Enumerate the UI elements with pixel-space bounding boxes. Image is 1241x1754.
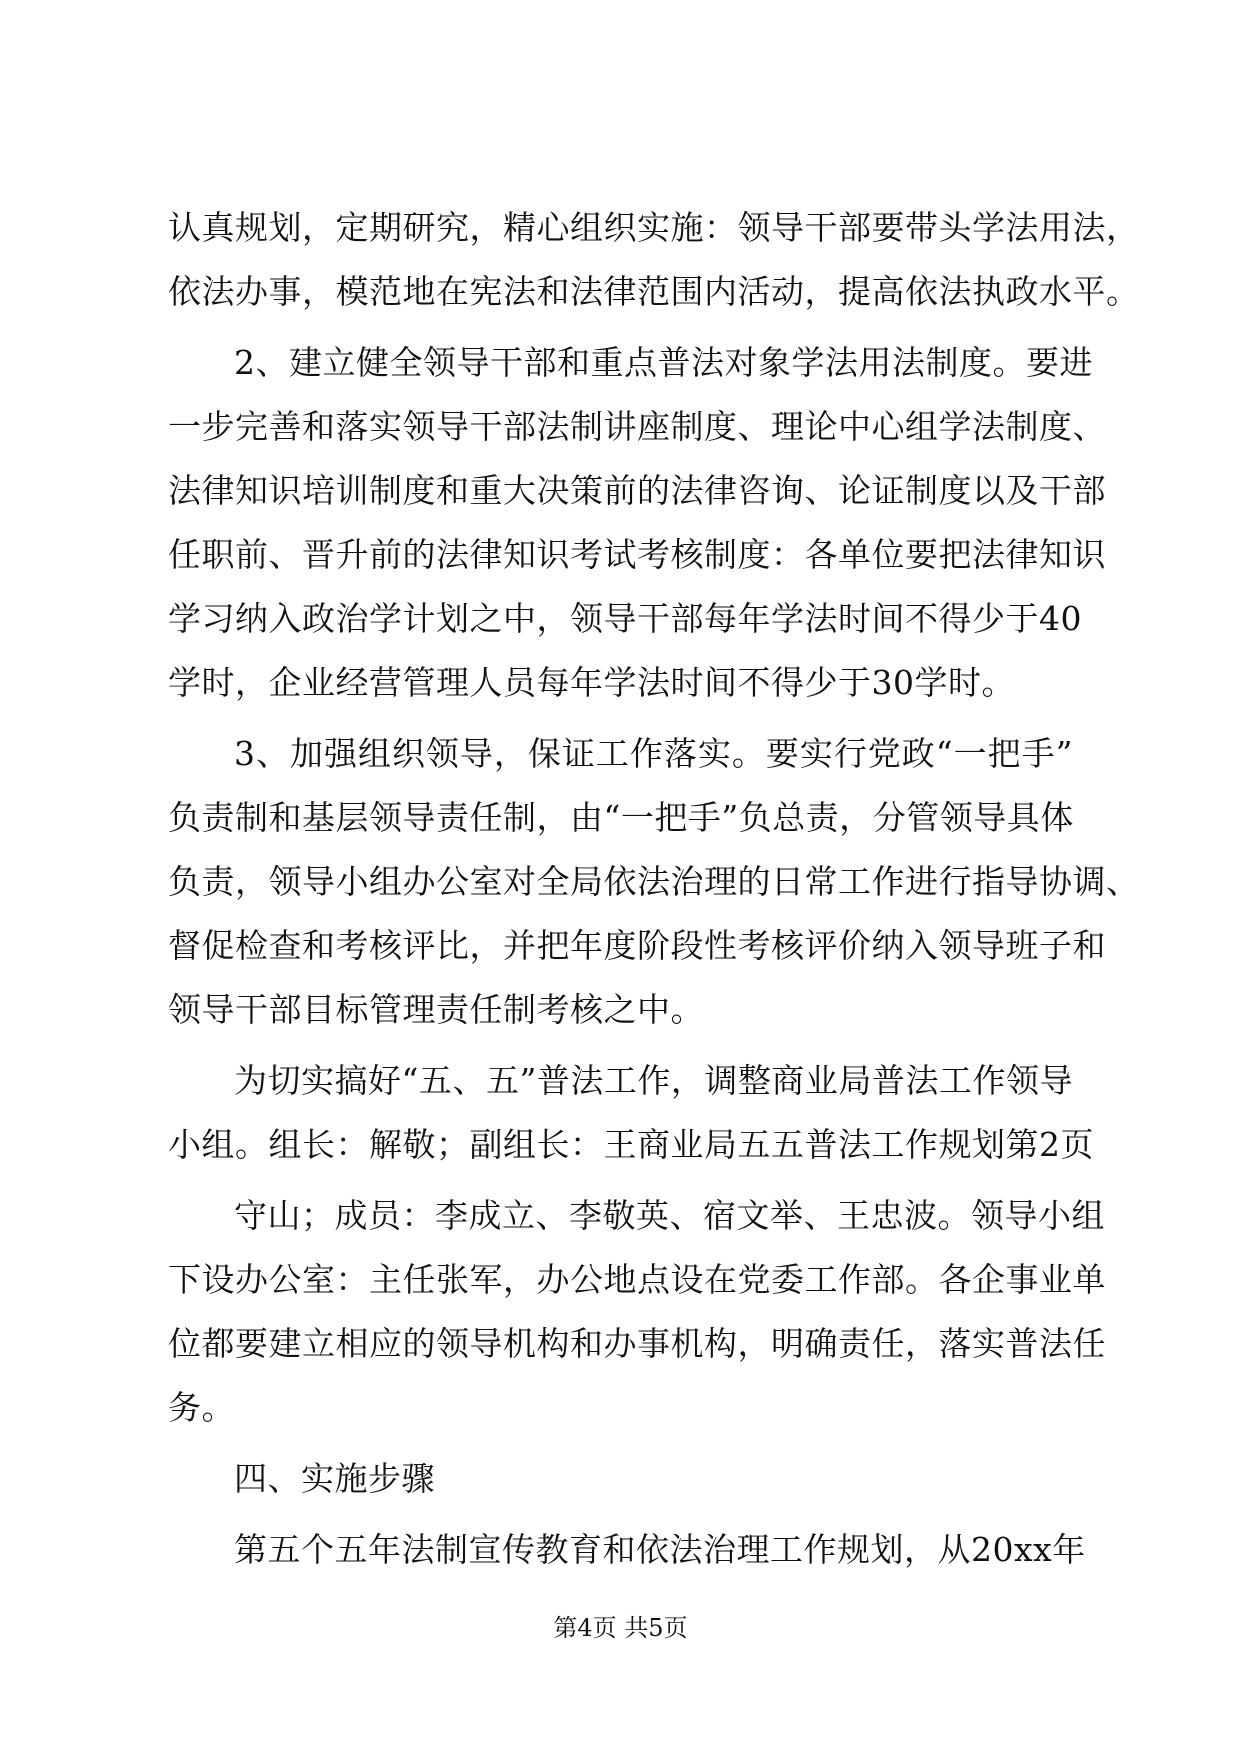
text-line: 负责，领导小组办公室对全局依法治理的日常工作进行指导协调、 — [168, 862, 1140, 901]
paragraph — [168, 722, 1140, 1042]
text-line: 依法办事，模范地在宪法和法律范围内活动，提高依法执政水平。 — [168, 272, 1140, 311]
text-line: 督促检查和考核评比，并把年度阶段性考核评价纳入领导班子和 — [168, 926, 1106, 965]
text-line: 四、实施步骤 — [234, 1459, 435, 1498]
text-line: 2、建立健全领导干部和重点普法对象学法用法制度。要进 — [234, 343, 1093, 382]
document-body — [168, 196, 1140, 1582]
text-line: 下设办公室：主任张军，办公地点设在党委工作部。各企事业单 — [168, 1260, 1106, 1299]
page-number: 第4页 共5页 — [553, 1614, 688, 1642]
text-line: 任职前、晋升前的法律知识考试考核制度：各单位要把法律知识 — [168, 535, 1106, 574]
text-line: 第五个五年法制宣传教育和依法治理工作规划，从20xx年 — [234, 1530, 1086, 1569]
paragraph — [168, 196, 1140, 324]
text-line: 为切实搞好“五、五”普法工作，调整商业局普法工作领导 — [234, 1061, 1073, 1100]
text-line: 小组。组长：解敬；副组长：王商业局五五普法工作规划第2页 — [168, 1125, 1094, 1164]
text-line: 务。 — [168, 1388, 235, 1427]
text-line: 一步完善和落实领导干部法制讲座制度、理论中心组学法制度、 — [168, 407, 1106, 446]
text-line: 法律知识培训制度和重大决策前的法律咨询、论证制度以及干部 — [168, 471, 1106, 510]
section-heading — [168, 1447, 1073, 1511]
text-line: 学习纳入政治学计划之中，领导干部每年学法时间不得少于40 — [168, 599, 1082, 638]
text-line: 学时，企业经营管理人员每年学法时间不得少于30学时。 — [168, 663, 1015, 702]
text-line: 认真规划，定期研究，精心组织实施：领导干部要带头学法用法， — [168, 208, 1140, 247]
text-line: 负责制和基层领导责任制，由“一把手”负总责，分管领导具体 — [168, 798, 1074, 837]
paragraph — [168, 331, 1106, 715]
text-line: 守山；成员：李成立、李敬英、宿文举、王忠波。领导小组 — [234, 1196, 1105, 1235]
paragraph — [168, 1049, 1094, 1177]
paragraph — [168, 1518, 1086, 1582]
text-line: 领导干部目标管理责任制考核之中。 — [168, 990, 704, 1029]
paragraph — [168, 1184, 1106, 1440]
text-line: 3、加强组织领导，保证工作落实。要实行党政“一把手” — [234, 734, 1073, 773]
text-line: 位都要建立相应的领导机构和办事机构，明确责任，落实普法任 — [168, 1324, 1106, 1363]
